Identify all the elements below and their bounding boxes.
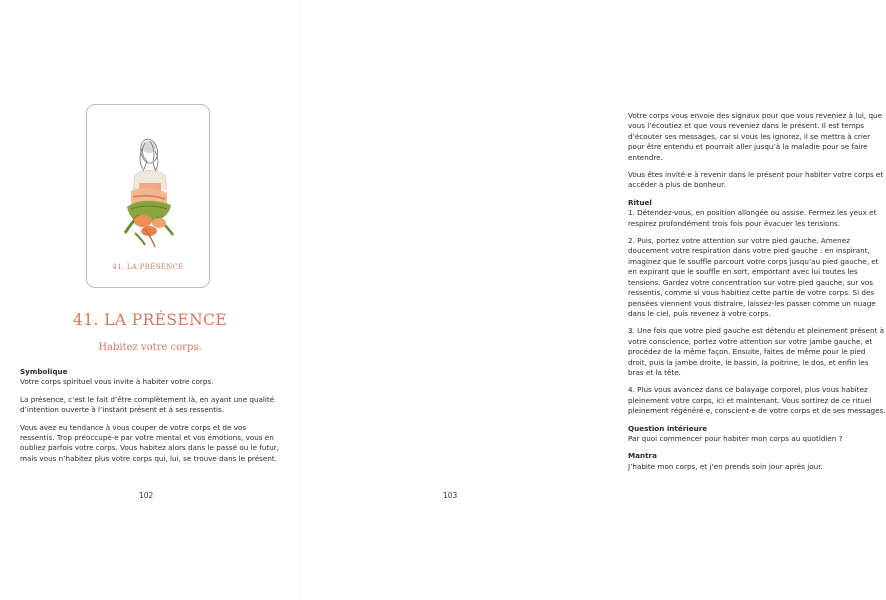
body-paragraph: Votre corps spirituel vous invite à habiter votre corps. [20, 377, 214, 387]
left-body-text [20, 367, 282, 471]
mantra-text: J’habite mon corps, et j’en prends soin jour après jour. [628, 461, 823, 471]
body-paragraph: Vous avez eu tendance à vous couper de votre corps et de vos ressentis. Trop préoccupé·e par votre mental et vos émotions, vous en oubliez parfois votre corps. Vous habitez alors dans le passé ou le futur, mais vous n’habitez plus votre corps qui, lui, se trouve dans le présent. [20, 422, 280, 463]
symbolique-heading: Symbolique [20, 367, 68, 376]
rituel-heading: Rituel [628, 197, 652, 207]
body-paragraph: Votre corps vous envoie des signaux pour que vous reveniez à lui, que vous l’écoutiez et que vous reveniez dans le présent. Il est temps d’écouter ses messages, car si vous les ignorez, il se mettra à crier pour être entendu et pourrait aller jusqu’à la maladie pour se faire entendre. [628, 111, 883, 162]
page-number-right: 103 [443, 491, 458, 500]
question-text: Par quoi commencer pour habiter mon corps au quotidien ? [628, 433, 843, 443]
rituel-step: 2. Puis, portez votre attention sur votre pied gauche. Amenez doucement votre respiration dans votre pied gauche : en inspirant, imaginez que le souffle parcourt votre corps jusqu’au pied gauche, et en expirant que le souffle en sort, emportant avec lui toutes les tensions. Gardez votre concentration sur votre pied gauche, sur vos ressentis, comme si vous habitiez cette partie de votre corps. Si des pensées viennent vous distraire, laissez-les passer comme un nuage dans le ciel, puis revenez à votre corps. [628, 236, 879, 318]
question-heading: Question intérieure [628, 423, 708, 433]
mantra-heading: Mantra [628, 451, 657, 461]
body-paragraph: Vous êtes invité·e à revenir dans le présent pour habiter votre corps et accéder à plus de bonheur. [628, 170, 884, 190]
rituel-step: 4. Plus vous avancez dans ce balayage corporel, plus vous habitez pleinement votre corps, ici et maintenant. Vous sortirez de ce rituel pleinement régénéré·e, conscient·e de votre corps et de ses messages. [628, 385, 886, 416]
rituel-step: 1. Détendez-vous, en position allongée ou assise. Fermez les yeux et respirez profondément trois fois pour évacuer les tensions. [628, 208, 877, 228]
chapter-subtitle: Habitez votre corps. [98, 342, 202, 353]
rituel-step: 3. Une fois que votre pied gauche est détendu et pleinement présent à votre conscience, portez votre attention sur votre jambe gauche, et procédez de la même façon. Ensuite, faites de même pour le pied droit, puis la jambe droite, le bassin, la poitrine, le dos, et enfin les bras et la tête. [628, 326, 885, 377]
left-page [0, 0, 300, 600]
page-number-left: 102 [139, 491, 154, 500]
right-page [300, 0, 886, 600]
right-body-text [628, 111, 886, 479]
oracle-card [86, 104, 210, 288]
chapter-title: 41. LA PRÉSENCE [72, 311, 228, 329]
card-illustration [109, 125, 189, 267]
body-paragraph: La présence, c’est le fait d’être complètement là, en ayant une qualité d’intention ouverte à l’instant présent et à ses ressentis. [20, 394, 275, 415]
card-title: 41. LA PRÉSENCE [112, 263, 184, 271]
